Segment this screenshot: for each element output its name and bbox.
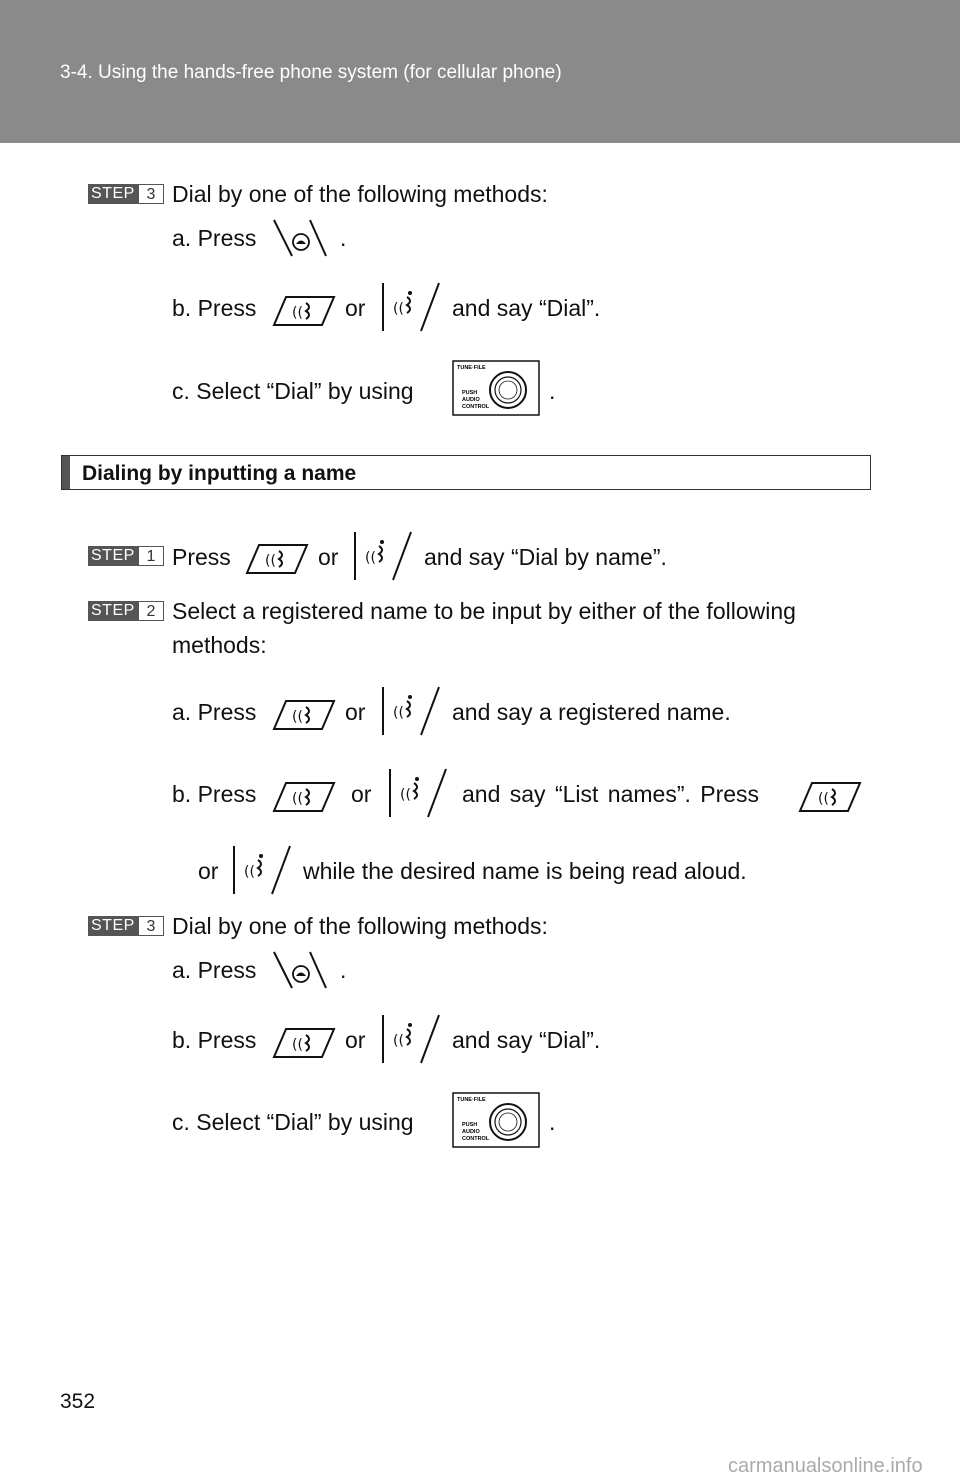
step-text: Press bbox=[172, 544, 231, 570]
step-number: 3 bbox=[138, 916, 164, 936]
svg-text:PUSH: PUSH bbox=[462, 390, 478, 396]
step-number: 2 bbox=[138, 601, 164, 621]
svg-text:((: (( bbox=[265, 553, 276, 569]
header-title: 3-4. Using the hands-free phone system (for cellular phone) bbox=[60, 62, 562, 83]
talk-switch-icon bbox=[798, 781, 862, 813]
or-text: or bbox=[345, 295, 366, 321]
svg-text:((: (( bbox=[244, 864, 255, 880]
page-header bbox=[0, 0, 960, 143]
svg-text:((: (( bbox=[292, 709, 303, 725]
svg-text:TUNE·FILE: TUNE·FILE bbox=[457, 1097, 486, 1103]
section-heading-bar bbox=[62, 456, 70, 489]
talk-switch-large-icon bbox=[381, 685, 441, 737]
page-number: 352 bbox=[60, 1390, 96, 1413]
step-badge bbox=[88, 546, 164, 566]
talk-switch-icon bbox=[272, 699, 336, 731]
item-prefix: c. Select “Dial” by using bbox=[172, 378, 414, 404]
svg-text:CONTROL: CONTROL bbox=[462, 404, 490, 410]
svg-text:AUDIO: AUDIO bbox=[462, 397, 480, 403]
step-text: and say “Dial by name”. bbox=[424, 544, 667, 570]
svg-text:((: (( bbox=[292, 305, 303, 321]
step-text: methods: bbox=[172, 632, 267, 658]
step-number: 1 bbox=[138, 546, 164, 566]
svg-text:((: (( bbox=[400, 787, 411, 803]
step-number: 3 bbox=[138, 184, 164, 204]
step-text: Dial by one of the following methods: bbox=[172, 913, 548, 939]
talk-switch-large-icon bbox=[381, 281, 441, 333]
svg-text:((: (( bbox=[393, 301, 404, 317]
svg-text:((: (( bbox=[292, 791, 303, 807]
svg-text:TUNE·FILE: TUNE·FILE bbox=[457, 365, 486, 371]
svg-text:((: (( bbox=[292, 1037, 303, 1053]
step-word: STEP bbox=[88, 546, 138, 566]
item-prefix: b. Press bbox=[172, 1027, 257, 1053]
item-suffix: while the desired name is being read aloud. bbox=[303, 858, 747, 884]
item-suffix: . bbox=[340, 957, 347, 983]
item-prefix: a. Press bbox=[172, 225, 257, 251]
item-prefix: b. Press bbox=[172, 295, 257, 321]
step-word: STEP bbox=[88, 916, 138, 936]
item-prefix: a. Press bbox=[172, 957, 257, 983]
svg-text:((: (( bbox=[365, 550, 376, 566]
talk-switch-large-icon bbox=[232, 844, 292, 896]
talk-switch-large-icon bbox=[388, 767, 448, 819]
item-suffix: . bbox=[549, 378, 556, 404]
or-text: or bbox=[351, 781, 372, 807]
step-badge bbox=[88, 916, 164, 936]
talk-switch-large-icon bbox=[381, 1013, 441, 1065]
or-text: or bbox=[318, 544, 339, 570]
svg-text:((: (( bbox=[393, 705, 404, 721]
item-suffix: and say “Dial”. bbox=[452, 295, 601, 321]
step-badge bbox=[88, 601, 164, 621]
item-suffix: . bbox=[549, 1109, 556, 1135]
talk-switch-icon bbox=[272, 781, 336, 813]
svg-text:AUDIO: AUDIO bbox=[462, 1129, 480, 1135]
step-word: STEP bbox=[88, 184, 138, 204]
step-badge bbox=[88, 184, 164, 204]
svg-text:CONTROL: CONTROL bbox=[462, 1136, 490, 1142]
tune-file-knob-icon bbox=[452, 360, 540, 416]
step-text: Select a registered name to be input by either of the following bbox=[172, 598, 796, 624]
watermark: carmanualsonline.info bbox=[728, 1455, 923, 1477]
item-prefix: b. Press bbox=[172, 781, 257, 807]
item-suffix: . bbox=[340, 225, 347, 251]
off-hook-switch-icon bbox=[272, 950, 328, 990]
or-text: or bbox=[198, 858, 219, 884]
or-text: or bbox=[345, 699, 366, 725]
step-word: STEP bbox=[88, 601, 138, 621]
talk-switch-large-icon bbox=[353, 530, 413, 582]
talk-switch-icon bbox=[272, 1027, 336, 1059]
talk-switch-icon bbox=[245, 543, 309, 575]
svg-text:((: (( bbox=[393, 1033, 404, 1049]
svg-text:PUSH: PUSH bbox=[462, 1122, 478, 1128]
or-text: or bbox=[345, 1027, 366, 1053]
section-title: Dialing by inputting a name bbox=[82, 462, 357, 485]
item-prefix: c. Select “Dial” by using bbox=[172, 1109, 414, 1135]
off-hook-switch-icon bbox=[272, 218, 328, 258]
section-heading bbox=[61, 455, 871, 490]
tune-file-knob-icon bbox=[452, 1092, 540, 1148]
item-suffix: and say “Dial”. bbox=[452, 1027, 601, 1053]
item-text: and say “List names”. Press bbox=[462, 781, 760, 807]
talk-switch-icon bbox=[272, 295, 336, 327]
item-prefix: a. Press bbox=[172, 699, 257, 725]
item-suffix: and say a registered name. bbox=[452, 699, 731, 725]
svg-text:((: (( bbox=[818, 791, 829, 807]
step-text: Dial by one of the following methods: bbox=[172, 181, 548, 207]
